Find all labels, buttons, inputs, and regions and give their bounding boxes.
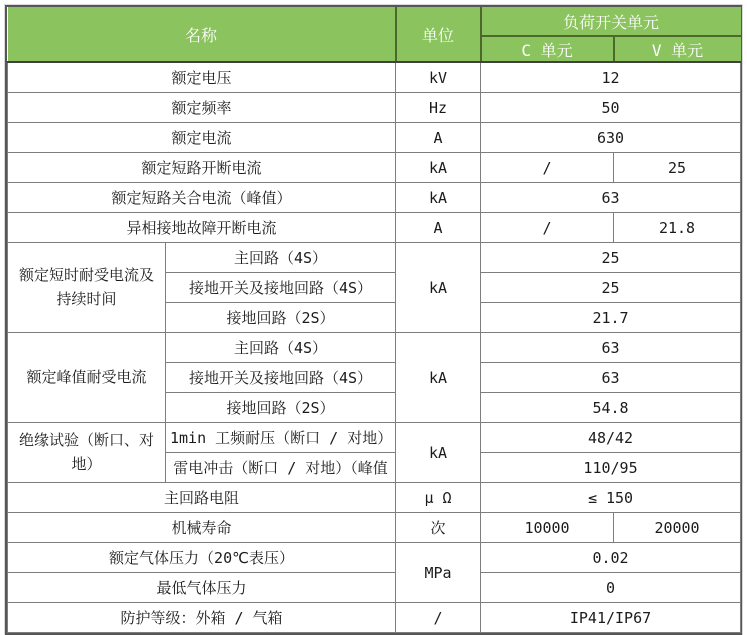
spec-value: 50 xyxy=(481,93,741,123)
table-row xyxy=(8,183,741,213)
spec-value: 54.8 xyxy=(481,393,741,423)
spec-table xyxy=(7,7,741,633)
table-row xyxy=(8,123,741,153)
group-label: 额定峰值耐受电流 xyxy=(8,333,166,423)
spec-label: 额定频率 xyxy=(8,93,396,123)
spec-label: 防护等级：外箱 / 气箱 xyxy=(8,603,396,633)
spec-value: 12 xyxy=(481,62,741,93)
spec-value: IP41/IP67 xyxy=(481,603,741,633)
table-row xyxy=(8,483,741,513)
table-row xyxy=(8,423,741,453)
table-row xyxy=(8,243,741,273)
table-row xyxy=(8,62,741,93)
spec-label: 异相接地故障开断电流 xyxy=(8,213,396,243)
sub-label: 接地回路（2S） xyxy=(166,393,396,423)
table-row xyxy=(8,603,741,633)
spec-unit: kA xyxy=(396,183,481,213)
spec-label: 最低气体压力 xyxy=(8,573,396,603)
spec-value: 63 xyxy=(481,363,741,393)
spec-value: ≤ 150 xyxy=(481,483,741,513)
spec-value: 0.02 xyxy=(481,543,741,573)
table-row xyxy=(8,153,741,183)
header-unit: 单位 xyxy=(396,7,481,62)
table-header xyxy=(8,7,741,62)
sub-label: 1min 工频耐压（断口 / 对地） xyxy=(166,423,396,453)
sub-label: 接地开关及接地回路（4S） xyxy=(166,363,396,393)
table-row xyxy=(8,573,741,603)
spec-unit: kV xyxy=(396,62,481,93)
sub-label: 雷电冲击（断口 / 对地）（峰值 xyxy=(166,453,396,483)
spec-unit: / xyxy=(396,603,481,633)
spec-value-c: / xyxy=(481,153,614,183)
spec-value: 110/95 xyxy=(481,453,741,483)
spec-unit: A xyxy=(396,123,481,153)
spec-unit: Hz xyxy=(396,93,481,123)
spec-value: 63 xyxy=(481,183,741,213)
group-label: 额定短时耐受电流及持续时间 xyxy=(8,243,166,333)
spec-label: 机械寿命 xyxy=(8,513,396,543)
spec-unit: kA xyxy=(396,243,481,333)
spec-unit: kA xyxy=(396,423,481,483)
spec-unit: kA xyxy=(396,333,481,423)
spec-label: 额定短路开断电流 xyxy=(8,153,396,183)
header-col-v: V 单元 xyxy=(614,36,741,62)
table-row xyxy=(8,513,741,543)
spec-unit: kA xyxy=(396,153,481,183)
spec-unit: μ Ω xyxy=(396,483,481,513)
spec-value: 21.7 xyxy=(481,303,741,333)
spec-value-c: 10000 xyxy=(481,513,614,543)
spec-value: 25 xyxy=(481,243,741,273)
spec-value: 63 xyxy=(481,333,741,363)
spec-value: 48/42 xyxy=(481,423,741,453)
spec-table-container xyxy=(5,5,742,635)
spec-unit: 次 xyxy=(396,513,481,543)
spec-label: 额定电流 xyxy=(8,123,396,153)
spec-unit: MPa xyxy=(396,543,481,603)
header-name: 名称 xyxy=(8,7,396,62)
header-col-c: C 单元 xyxy=(481,36,614,62)
spec-label: 主回路电阻 xyxy=(8,483,396,513)
spec-label: 额定气体压力（20℃表压） xyxy=(8,543,396,573)
spec-unit: A xyxy=(396,213,481,243)
spec-value: 0 xyxy=(481,573,741,603)
spec-value-v: 21.8 xyxy=(614,213,741,243)
sub-label: 接地开关及接地回路（4S） xyxy=(166,273,396,303)
sub-label: 主回路（4S） xyxy=(166,333,396,363)
sub-label: 接地回路（2S） xyxy=(166,303,396,333)
header-row-top xyxy=(8,7,741,36)
spec-value: 630 xyxy=(481,123,741,153)
table-row xyxy=(8,213,741,243)
spec-value-c: / xyxy=(481,213,614,243)
table-row xyxy=(8,333,741,363)
header-group: 负荷开关单元 xyxy=(481,7,741,36)
table-body xyxy=(8,62,741,633)
table-row xyxy=(8,93,741,123)
spec-label: 额定电压 xyxy=(8,62,396,93)
spec-label: 额定短路关合电流（峰值） xyxy=(8,183,396,213)
group-label: 绝缘试验（断口、对地） xyxy=(8,423,166,483)
table-row xyxy=(8,543,741,573)
spec-value-v: 25 xyxy=(614,153,741,183)
spec-value-v: 20000 xyxy=(614,513,741,543)
spec-value: 25 xyxy=(481,273,741,303)
sub-label: 主回路（4S） xyxy=(166,243,396,273)
